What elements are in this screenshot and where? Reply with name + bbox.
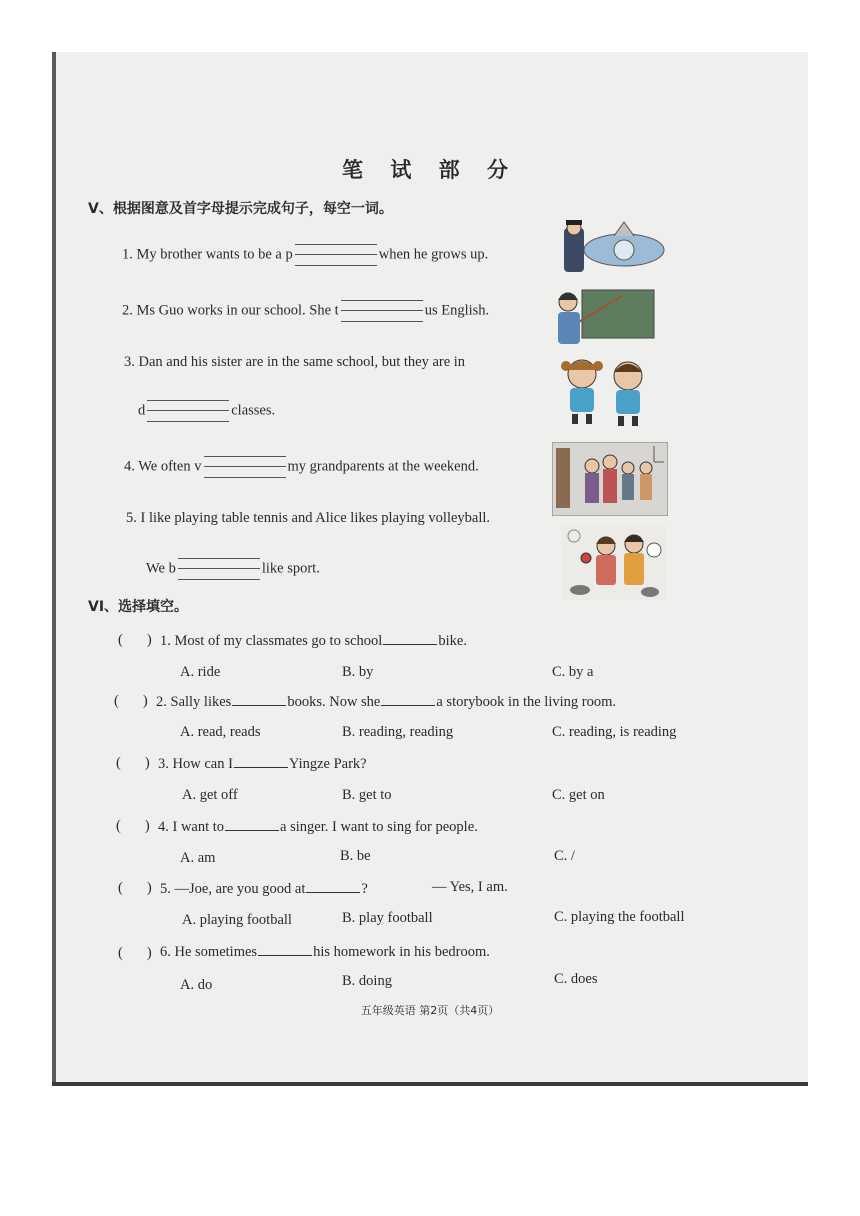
answer-bracket[interactable] [118,880,152,897]
open-paren: ( [116,818,121,834]
question-5-1 [122,244,488,266]
question-5-3 [138,400,275,422]
answer-underline [225,818,279,831]
question-text: 4. We often v [124,458,202,475]
question-text: like sport. [261,560,320,577]
option-b: B. doing [342,973,392,989]
question-text: 6. He sometimes [160,944,258,960]
question-text: 2. Ms Guo works in our school. She t [122,302,339,319]
option-b: B. play football [342,910,433,926]
close-paren: ) [144,818,150,834]
pilot-airplane-image [552,220,666,278]
question-text: a singer. I want to sing for people. [280,819,478,835]
open-paren: ( [116,755,121,771]
answer-blank[interactable] [295,244,377,266]
answer-bracket[interactable] [116,755,150,772]
open-paren: ( [114,693,119,709]
option-c: C. playing the football [554,909,685,925]
close-paren: ) [146,880,152,896]
question-text: his homework in his bedroom. [313,944,490,960]
question-text: 2. Sally likes [156,694,232,710]
answer-underline [258,943,312,956]
option-c: C. get on [552,787,605,803]
section-5-heading: V、根据图意及首字母提示完成句子，每空一词。 [88,201,393,217]
question-text: my grandparents at the weekend. [287,458,479,475]
option-b: B. be [340,848,371,864]
answer-bracket[interactable] [118,632,152,649]
question-text: 5. —Joe, are you good at [160,881,306,897]
exam-page [52,52,808,1086]
option-c: C. / [554,848,575,864]
choice-question-1 [160,632,467,650]
option-a: A. ride [180,664,221,680]
open-paren: ( [118,632,123,648]
close-paren: ) [144,755,150,771]
open-paren: ( [118,880,123,896]
answer-underline [381,693,435,706]
choice-question-6 [160,943,490,961]
question-text: 3. How can I [158,756,233,772]
option-c: C. by a [552,664,594,680]
answer-bracket[interactable] [114,693,148,710]
close-paren: ) [142,693,148,709]
answer-bracket[interactable] [118,945,152,962]
option-b: B. reading, reading [342,724,454,740]
question-text: ? [361,881,368,897]
close-paren: ) [146,945,152,961]
question-text: books. Now she [287,694,381,710]
question-text: d [138,402,146,419]
question-text: 1. Most of my classmates go to school [160,633,383,649]
option-a: A. get off [182,787,238,803]
choice-question-2 [156,693,616,711]
family-visit-image [552,442,668,516]
close-paren: ) [146,632,152,648]
question-text: us English. [424,302,490,319]
question-5-4 [124,456,479,478]
option-b: B. by [342,664,374,680]
two-children-image [552,354,656,428]
option-c: C. does [554,971,598,987]
option-a: A. do [180,977,213,993]
open-paren: ( [118,945,123,961]
answer-blank[interactable] [147,400,229,422]
answer-underline [232,693,286,706]
teacher-image [552,286,656,348]
question-text: Yingze Park? [288,756,367,772]
option-b: B. get to [342,787,392,803]
question-text: We b [146,560,176,577]
option-a: A. am [180,850,216,866]
girls-sport-image [562,524,666,600]
question-text: 4. I want to [158,819,225,835]
question-text: a storybook in the living room. [436,694,616,710]
option-a: A. read, reads [180,724,261,740]
answer-underline [306,880,360,893]
answer-underline [383,632,437,645]
choice-question-3 [158,755,367,773]
question-5-5 [146,558,320,580]
question-text: 1. My brother wants to be a p [122,246,293,263]
page-footer: 五年级英语 第2页（共4页） [360,1004,500,1017]
answer-blank[interactable] [178,558,260,580]
question-5-3-line1: 3. Dan and his sister are in the same school, but they are in [124,354,466,370]
answer-underline [234,755,288,768]
question-text: when he grows up. [378,246,489,263]
question-text: bike. [438,633,467,649]
question-text: classes. [231,402,276,419]
option-a: A. playing football [182,912,292,928]
answer-bracket[interactable] [116,818,150,835]
question-5-2 [122,300,489,322]
answer-blank[interactable] [341,300,423,322]
answer-blank[interactable] [204,456,286,478]
dialogue-reply: — Yes, I am. [432,879,508,895]
choice-question-4 [158,818,478,836]
choice-question-5 [160,880,368,898]
page-title: 笔 试 部 分 [342,158,518,182]
section-6-heading: VI、选择填空。 [88,599,189,615]
question-5-5-line1: 5. I like playing table tennis and Alice likes playing volleyball. [126,510,491,526]
option-c: C. reading, is reading [552,724,677,740]
